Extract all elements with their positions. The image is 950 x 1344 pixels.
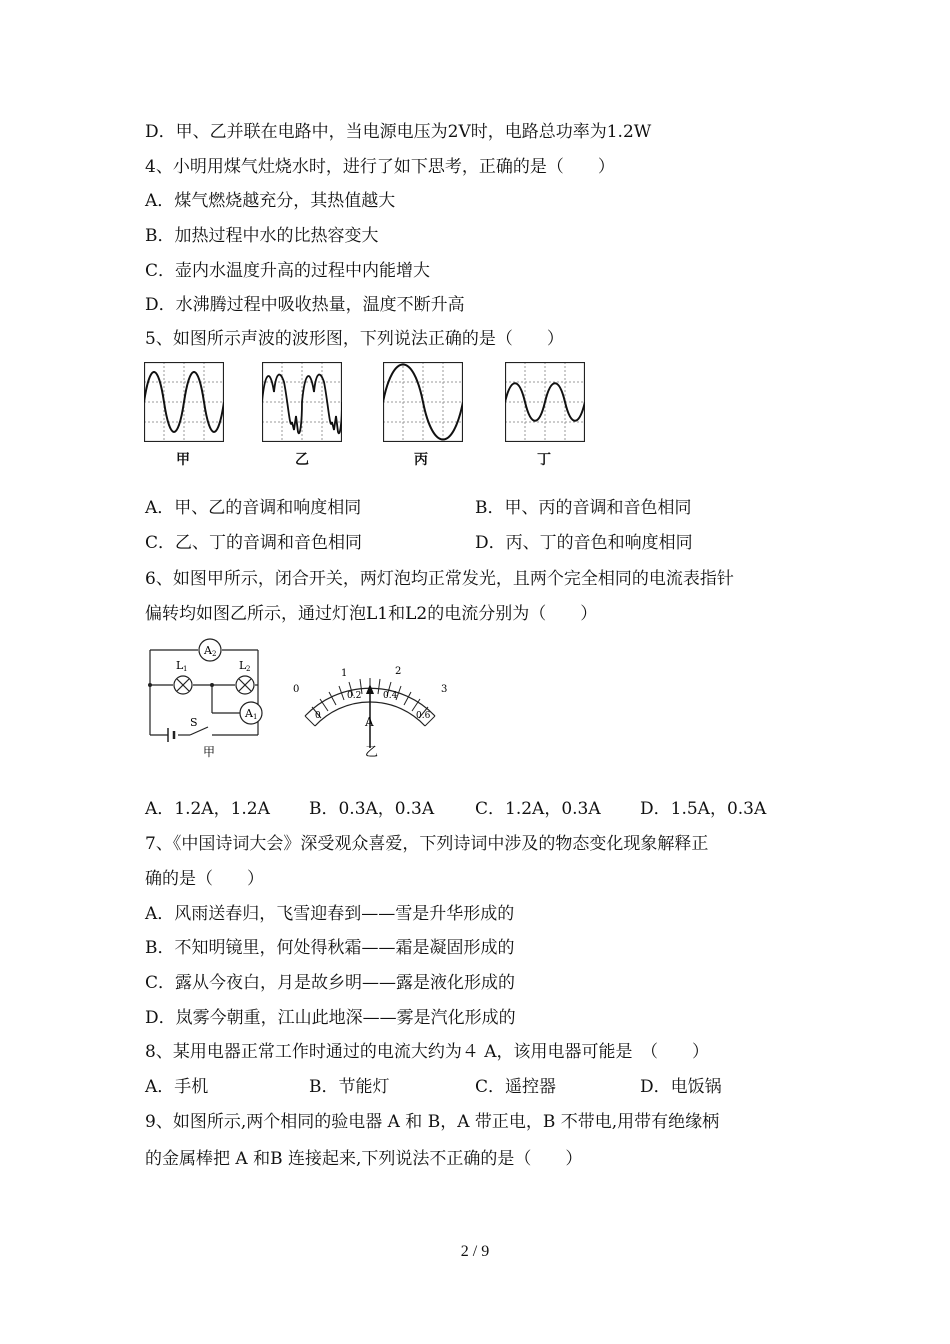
q7-stem-line2: 确的是（ ） xyxy=(145,869,264,889)
q7-option-a: A．风雨送春归，飞雪迎春到——雪是升华形成的 xyxy=(145,904,515,924)
meter-scale-3: 3 xyxy=(441,684,448,695)
q4-option-d: D．水沸腾过程中吸收热量，温度不断升高 xyxy=(145,295,465,315)
q4-option-b: B．加热过程中水的比热容变大 xyxy=(145,226,379,246)
q5-option-d: D．丙、丁的音色和响度相同 xyxy=(475,533,693,553)
lamp-l1-label: L xyxy=(176,659,184,672)
q6-stem-line2: 偏转均如图乙所示，通过灯泡L1和L2的电流分别为（ ） xyxy=(145,604,598,624)
circuit-caption-jia: 甲 xyxy=(203,745,216,759)
q7-option-b: B．不知明镜里，何处得秋霜——霜是凝固形成的 xyxy=(145,938,515,958)
meter-small-scale-04: 0.4 xyxy=(383,691,398,701)
ammeter-a2-label: A xyxy=(204,644,212,657)
page-number: 2 / 9 xyxy=(460,1243,490,1260)
meter-small-scale-0: 0 xyxy=(315,711,321,721)
waveform-bing xyxy=(383,362,463,442)
circuit-diagram xyxy=(140,638,270,763)
waveform-ding xyxy=(505,362,585,442)
meter-small-scale-06: 0.6 xyxy=(416,711,431,721)
ammeter-a2-subscript: 2 xyxy=(212,650,217,658)
q8-option-c: C．遥控器 xyxy=(475,1077,557,1097)
q4-stem: 4、小明用煤气灶烧水时，进行了如下思考，正确的是（ ） xyxy=(145,157,615,177)
switch-s-label: S xyxy=(190,716,198,729)
q5-stem: 5、如图所示声波的波形图，下列说法正确的是（ ） xyxy=(145,329,564,349)
q8-stem: 8、某用电器正常工作时通过的电流大约为４ A，该用电器可能是 （ ） xyxy=(145,1042,709,1062)
meter-scale-2: 2 xyxy=(395,666,402,677)
q7-option-c: C．露从今夜白，月是故乡明——露是液化形成的 xyxy=(145,973,516,993)
q8-option-b: B．节能灯 xyxy=(309,1077,390,1097)
lamp-l2-subscript: 2 xyxy=(246,665,251,673)
q5-option-b: B．甲、丙的音调和音色相同 xyxy=(475,498,692,518)
q7-stem-line1: 7、《中国诗词大会》深受观众喜爱，下列诗词中涉及的物态变化现象解释正 xyxy=(145,834,709,854)
lamp-l1-subscript: 1 xyxy=(183,665,188,673)
q7-option-d: D．岚雾今朝重，江山此地深——雾是汽化形成的 xyxy=(145,1008,516,1028)
q8-option-a: A．手机 xyxy=(145,1077,209,1097)
lamp-l2-label: L xyxy=(239,659,247,672)
q6-option-d: D．1.5A，0.3A xyxy=(640,799,767,819)
waveform-yi xyxy=(262,362,342,442)
meter-scale-0: 0 xyxy=(293,684,300,695)
meter-caption-yi: 乙 xyxy=(365,745,379,760)
q6-option-b: B．0.3A，0.3A xyxy=(309,799,435,819)
q4-option-a: A．煤气燃烧越充分，其热值越大 xyxy=(145,191,396,211)
meter-unit-a: A xyxy=(365,715,374,729)
q6-option-c: C．1.2A，0.3A xyxy=(475,799,601,819)
q6-stem-line1: 6、如图甲所示，闭合开关，两灯泡均正常发光，且两个完全相同的电流表指针 xyxy=(145,569,734,589)
waveform-label-jia: 甲 xyxy=(176,452,190,468)
waveform-label-yi: 乙 xyxy=(295,452,309,468)
waveform-label-bing: 丙 xyxy=(414,452,428,468)
meter-scale-1: 1 xyxy=(341,668,348,679)
q5-option-c: C．乙、丁的音调和音色相同 xyxy=(145,533,363,553)
waveform-jia xyxy=(144,362,224,442)
q3-option-d: D．甲、乙并联在电路中，当电源电压为2V时，电路总功率为1.2W xyxy=(145,122,652,142)
waveform-label-ding: 丁 xyxy=(537,452,551,468)
meter-small-scale-02: 0.2 xyxy=(347,691,362,701)
ammeter-a1-label: A xyxy=(245,707,253,720)
q9-stem-line2: 的金属棒把 A 和B 连接起来,下列说法不正确的是（ ） xyxy=(145,1149,583,1169)
q8-option-d: D．电饭锅 xyxy=(640,1077,722,1097)
ammeter-a1-subscript: 1 xyxy=(253,713,258,721)
ammeter-dial xyxy=(285,648,455,763)
q5-option-a: A．甲、乙的音调和响度相同 xyxy=(145,498,362,518)
q9-stem-line1: 9、如图所示,两个相同的验电器 A 和 B，A 带正电，B 不带电,用带有绝缘柄 xyxy=(145,1112,720,1132)
q4-option-c: C．壶内水温度升高的过程中内能增大 xyxy=(145,261,431,281)
q6-option-a: A．1.2A，1.2A xyxy=(145,799,270,819)
